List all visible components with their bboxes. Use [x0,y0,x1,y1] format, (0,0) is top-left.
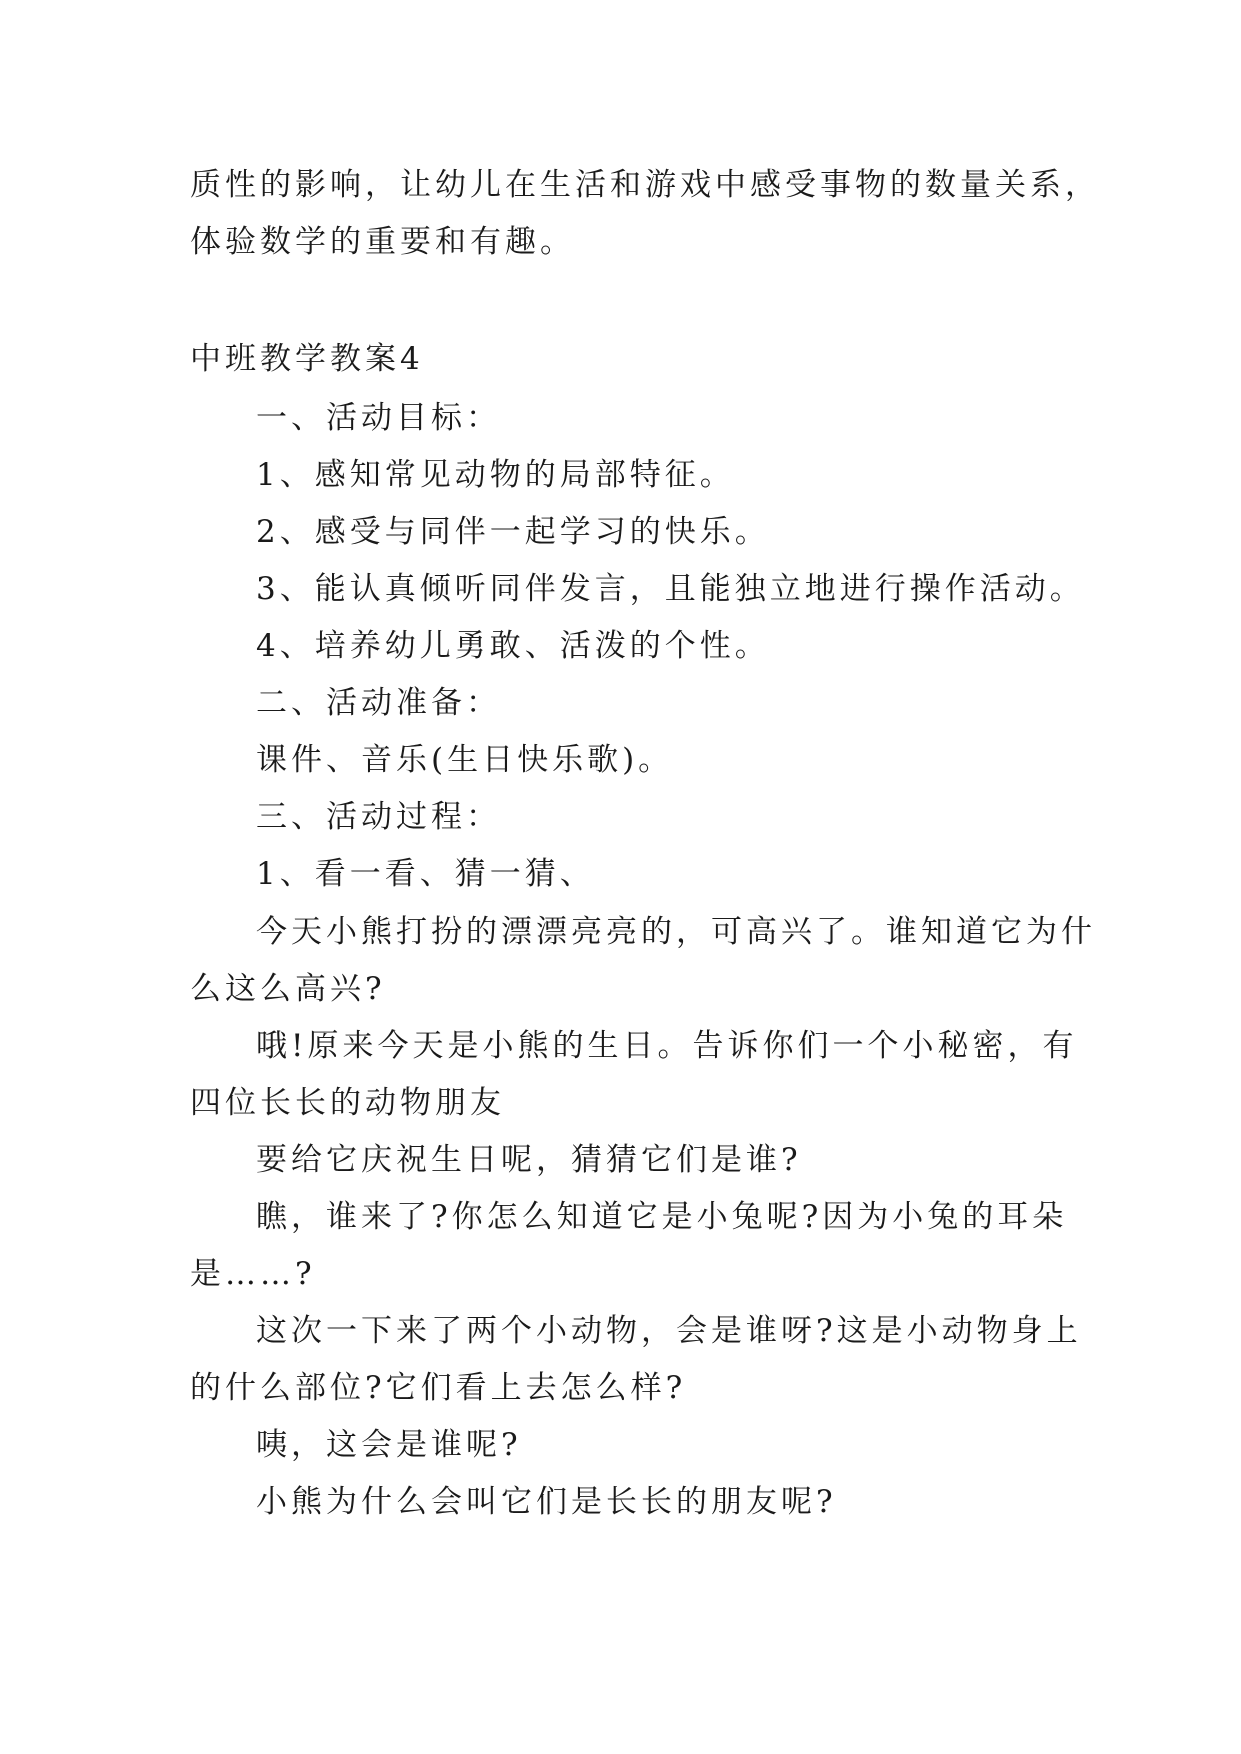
preparation-text: 课件、音乐(生日快乐歌)。 [256,742,674,778]
paragraph-line: 是……? [190,1256,316,1292]
objective-item: 2、感受与同伴一起学习的快乐。 [256,514,770,550]
paragraph-line: 的什么部位?它们看上去怎么样? [190,1370,687,1406]
paragraph-line: 么这么高兴? [190,971,386,1007]
intro-line-1: 质性的影响，让幼儿在生活和游戏中感受事物的数量关系， [190,167,1100,203]
paragraph-line: 咦，这会是谁呢? [256,1427,522,1463]
intro-line-2: 体验数学的重要和有趣。 [190,224,575,260]
paragraph-line: 四位长长的动物朋友 [190,1085,505,1121]
paragraph-line: 哦!原来今天是小熊的生日。告诉你们一个小秘密，有 [256,1028,1078,1064]
section-title: 中班教学教案4 [190,341,424,377]
process-step: 1、看一看、猜一猜、 [256,856,595,892]
objective-item: 3、能认真倾听同伴发言，且能独立地进行操作活动。 [256,571,1085,607]
objective-item: 1、感知常见动物的局部特征。 [256,457,735,493]
paragraph-line: 瞧，谁来了?你怎么知道它是小兔呢?因为小兔的耳朵 [256,1199,1068,1235]
heading-process: 三、活动过程： [256,799,501,835]
heading-objectives: 一、活动目标： [256,400,501,436]
paragraph-line: 小熊为什么会叫它们是长长的朋友呢? [256,1484,837,1520]
heading-preparation: 二、活动准备： [256,685,501,721]
paragraph-line: 这次一下来了两个小动物，会是谁呀?这是小动物身上 [256,1313,1082,1349]
paragraph-line: 要给它庆祝生日呢，猜猜它们是谁? [256,1142,802,1178]
objective-item: 4、培养幼儿勇敢、活泼的个性。 [256,628,770,664]
paragraph-line: 今天小熊打扮的漂漂亮亮的，可高兴了。谁知道它为什 [256,914,1096,950]
